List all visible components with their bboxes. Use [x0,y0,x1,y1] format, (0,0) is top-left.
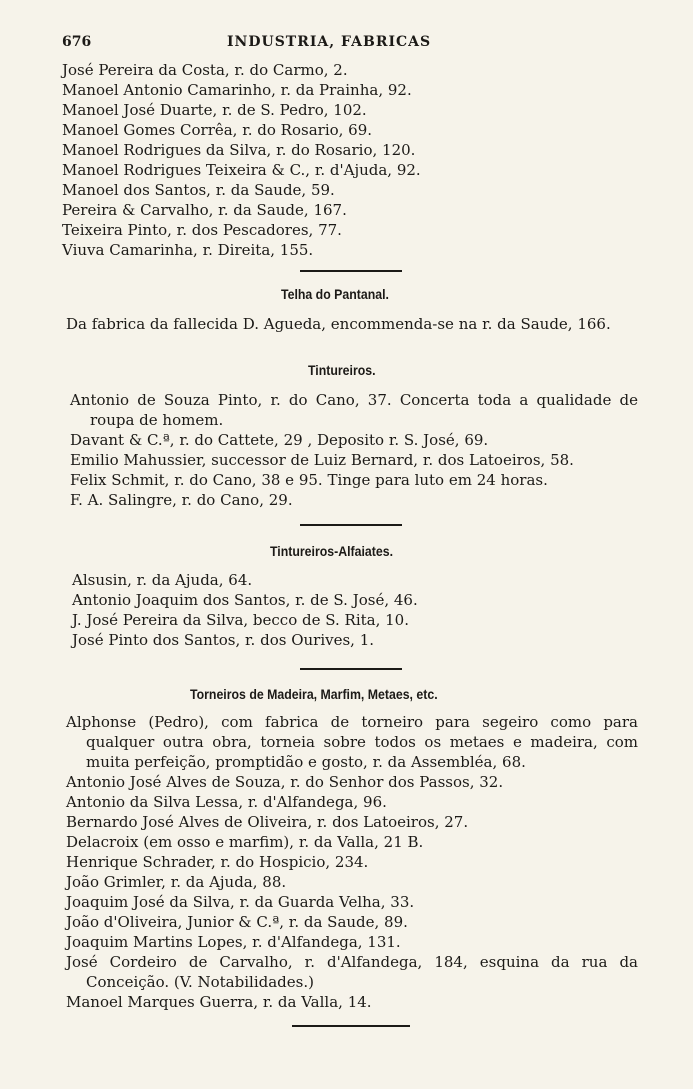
list-item: Viuva Camarinha, r. Direita, 155. [62,241,314,259]
list-item: Antonio de Souza Pinto, r. do Cano, 37. Concerta toda a qualidade de roupa de homem. [70,391,638,429]
page-header [62,34,482,56]
list-item: Manoel Rodrigues Teixeira & C., r. d'Ajuda, 92. [62,161,421,179]
section-divider [292,1025,410,1027]
page-number: 676 [62,34,92,50]
list-item: Antonio Joaquim dos Santos, r. de S. José, 46. [72,591,418,609]
list-item: Joaquim José da Silva, r. da Guarda Velha, 33. [66,893,415,911]
section-tintureiros [70,390,638,510]
section-divider [300,270,402,272]
running-head: INDUSTRIA, FABRICAS [227,34,432,50]
list-item: Teixeira Pinto, r. dos Pescadores, 77. [62,221,342,239]
list-item: Manoel Gomes Corrêa, r. do Rosario, 69. [62,121,373,139]
list-item: Manoel Rodrigues da Silva, r. do Rosario, 120. [62,141,416,159]
list-item: José Pereira da Costa, r. do Carmo, 2. [62,61,348,79]
section-torneiros [66,712,638,1012]
list-item: Delacroix (em osso e marfim), r. da Valla, 21 B. [66,833,424,851]
list-item: Alphonse (Pedro), com fabrica de torneiro para segeiro como para qualquer outra obra, torneia sobre todos os metaes e madeira, com muita perfeição, promptidão e gosto, r. da Assembléa, 68. [66,713,638,771]
list-item: João d'Oliveira, Junior & C.ª, r. da Saude, 89. [66,913,408,931]
list-item: Manoel José Duarte, r. de S. Pedro, 102. [62,101,367,119]
list-item: Antonio da Silva Lessa, r. d'Alfandega, 96. [66,793,387,811]
section-tintureiros-alfaiates [72,570,662,650]
list-item: Manoel Antonio Camarinho, r. da Prainha, 92. [62,81,412,99]
list-item: Davant & C.ª, r. do Cattete, 29 , Deposito r. S. José, 69. [70,431,489,449]
section-title-tintureiros-alfaiates: Tintureiros-Alfaiates. [270,543,394,559]
list-item: Pereira & Carvalho, r. da Saude, 167. [62,201,347,219]
list-item: Alsusin, r. da Ajuda, 64. [72,571,253,589]
section-title-tintureiros: Tintureiros. [308,362,376,378]
section-divider [300,668,402,670]
section-title-torneiros: Torneiros de Madeira, Marfim, Metaes, etc. [190,686,438,702]
list-item: F. A. Salingre, r. do Cano, 29. [70,491,293,509]
list-item: Manoel dos Santos, r. da Saude, 59. [62,181,335,199]
list-item: Joaquim Martins Lopes, r. d'Alfandega, 131. [66,933,401,951]
first-list [62,60,652,260]
list-item: Henrique Schrader, r. do Hospicio, 234. [66,853,369,871]
section-divider [300,524,402,526]
list-item: Emilio Mahussier, successor de Luiz Bernard, r. dos Latoeiros, 58. [70,451,574,469]
list-item: José Cordeiro de Carvalho, r. d'Alfandega, 184, esquina da rua da Conceição. (V. Notabilidades.) [66,953,638,991]
list-item: Manoel Marques Guerra, r. da Valla, 14. [66,993,372,1011]
list-item: João Grimler, r. da Ajuda, 88. [66,873,287,891]
list-item: Felix Schmit, r. do Cano, 38 e 95. Tinge para luto em 24 horas. [70,471,548,489]
section-title-telha: Telha do Pantanal. [281,286,389,302]
list-item: J. José Pereira da Silva, becco de S. Rita, 10. [72,611,409,629]
list-item: Antonio José Alves de Souza, r. do Senhor dos Passos, 32. [66,773,504,791]
list-item: Da fabrica da fallecida D. Agueda, encommenda-se na r. da Saude, 166. [66,315,611,333]
section-telha [66,314,656,334]
list-item: José Pinto dos Santos, r. dos Ourives, 1. [72,631,375,649]
list-item: Bernardo José Alves de Oliveira, r. dos Latoeiros, 27. [66,813,469,831]
